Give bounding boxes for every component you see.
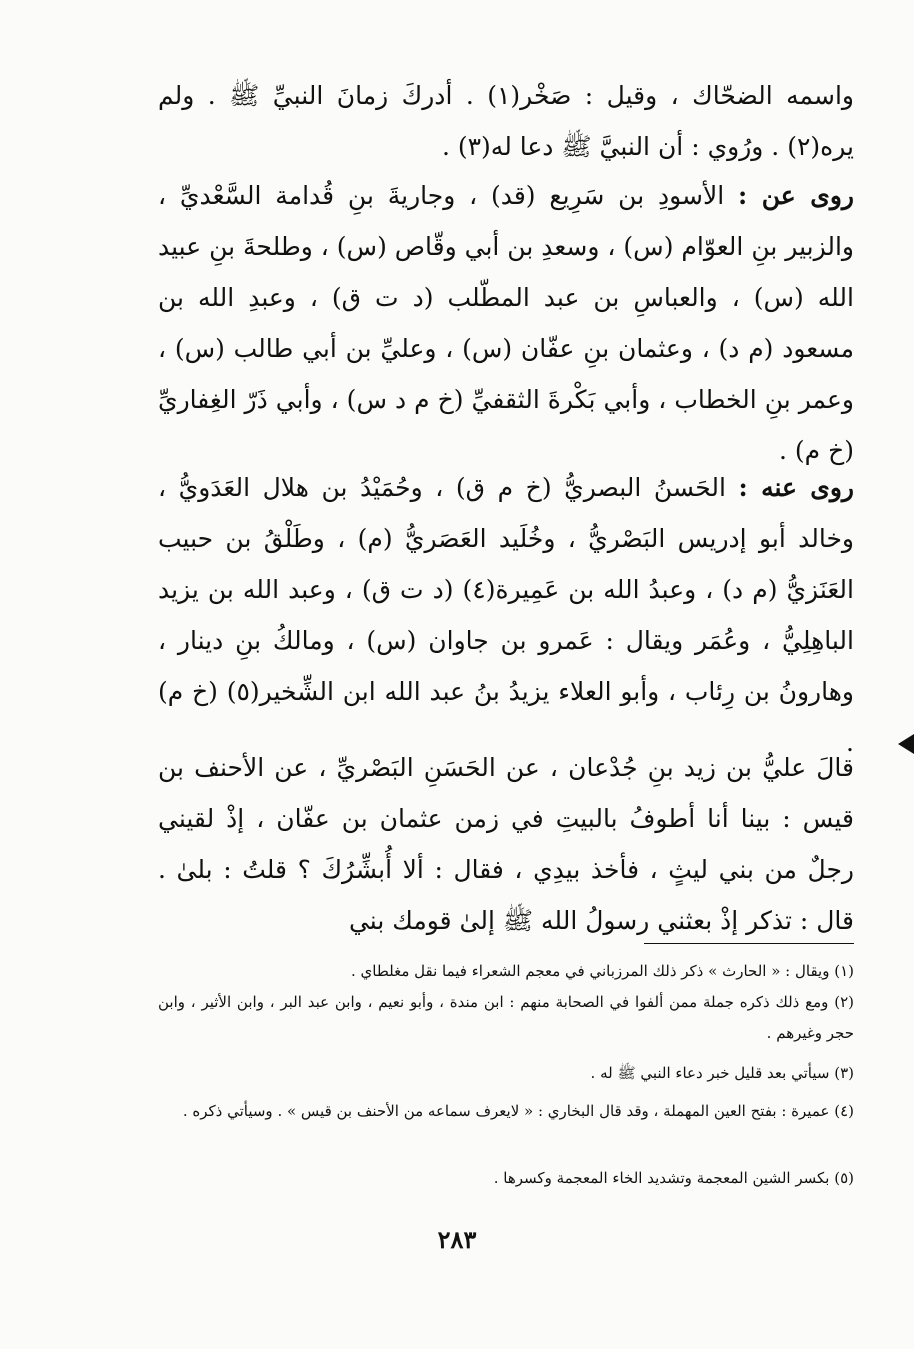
paragraph-narrated-from xyxy=(158,170,854,476)
footnote-divider xyxy=(644,943,854,944)
page-number: ٢٨٣ xyxy=(437,1225,477,1254)
footnote: (٤) عميرة : بفتح العين المهملة ، وقد قال البخاري : « لايعرف سماعه من الأحنف بن قيس » . وسيأتي ذكره . xyxy=(182,1102,854,1120)
paragraph-narrated-by xyxy=(158,462,854,768)
footnote: (٢) ومع ذلك ذكره جملة ممن ألفوا في الصحابة منهم : ابن مندة ، وأبو نعيم ، وابن عبد البر ، وابن الأثير ، وابن حجر وغيرهم . xyxy=(158,993,854,1042)
footnote: (٥) بكسر الشين المعجمة وتشديد الخاء المعجمة وكسرها . xyxy=(493,1169,854,1187)
paragraph-text: واسمه الضحّاك ، وقيل : صَخْر(١) . أدركَ زمانَ النبيِّ ﷺ . ولم يره(٢) . ورُوي : أن النبيَّ ﷺ دعا له(٣) . xyxy=(158,81,854,161)
paragraph-intro xyxy=(158,70,854,172)
paragraph-text: الأسودِ بن سَرِيع (قد) ، وجاريةَ بنِ قُدامة السَّعْديِّ ، والزبير بنِ العوّام (س) ، وسعدِ بن أبي وقّاص (س) ، وطلحةَ بنِ عبيد الله (س) ، والعباسِ بن عبد المطّلب (د ت ق) ، وعبدِ الله بن مسعود (م د) ، وعثمان بنِ عفّان (س) ، وعليِّ بن أبي طالب (س) ، وعمر بنِ الخطاب ، وأبي بَكْرةَ الثقفيِّ (خ م د س) ، وأبي ذَرّ الغِفاريِّ (خ م) . xyxy=(158,181,854,465)
paragraph-lead: روى عن : xyxy=(737,181,854,210)
margin-arrow-mark xyxy=(898,734,914,754)
paragraph-text: قالَ عليُّ بن زيد بنِ جُدْعان ، عن الحَسَنِ البَصْريِّ ، عن الأحنف بن قيس : بينا أنا أطوفُ بالبيتِ في زمن عثمان بن عفّان ، إذْ لقيني رجلٌ من بني ليثٍ ، فأخذ بيدِي ، فقال : ألا أُبشِّرُكَ ؟ قلتُ : بلىٰ . قال : تذكر إذْ بعثني رسولُ الله ﷺ إلىٰ قومك بني xyxy=(158,753,854,935)
paragraph-lead: روى عنه : xyxy=(738,473,854,502)
footnote: (٣) سيأتي بعد قليل خبر دعاء النبي ﷺ له . xyxy=(590,1064,854,1082)
paragraph-report xyxy=(158,742,854,946)
footnote: (١) ويقال : « الحارث » ذكر ذلك المرزباني في معجم الشعراء فيما نقل مغلطاي . xyxy=(350,962,854,980)
paragraph-text: الحَسنُ البصريُّ (خ م ق) ، وحُمَيْدُ بن هلال العَدَويُّ ، وخالد أبو إدريس البَصْريُّ ، وخُلَيد العَصَريُّ (م) ، وطَلْقُ بن حبيب العَنَزيُّ (م د) ، وعبدُ الله بن عَمِيرة(٤) (د ت ق) ، وعبد الله بن يزيد الباهِلِيُّ ، وعُمَر ويقال : عَمرو بن جاوان (س) ، ومالكُ بنِ دينار ، وهارونُ بن رِئاب ، وأبو العلاء يزيدُ بنُ عبد الله ابن الشِّخير(٥) (خ م) . xyxy=(158,473,854,757)
